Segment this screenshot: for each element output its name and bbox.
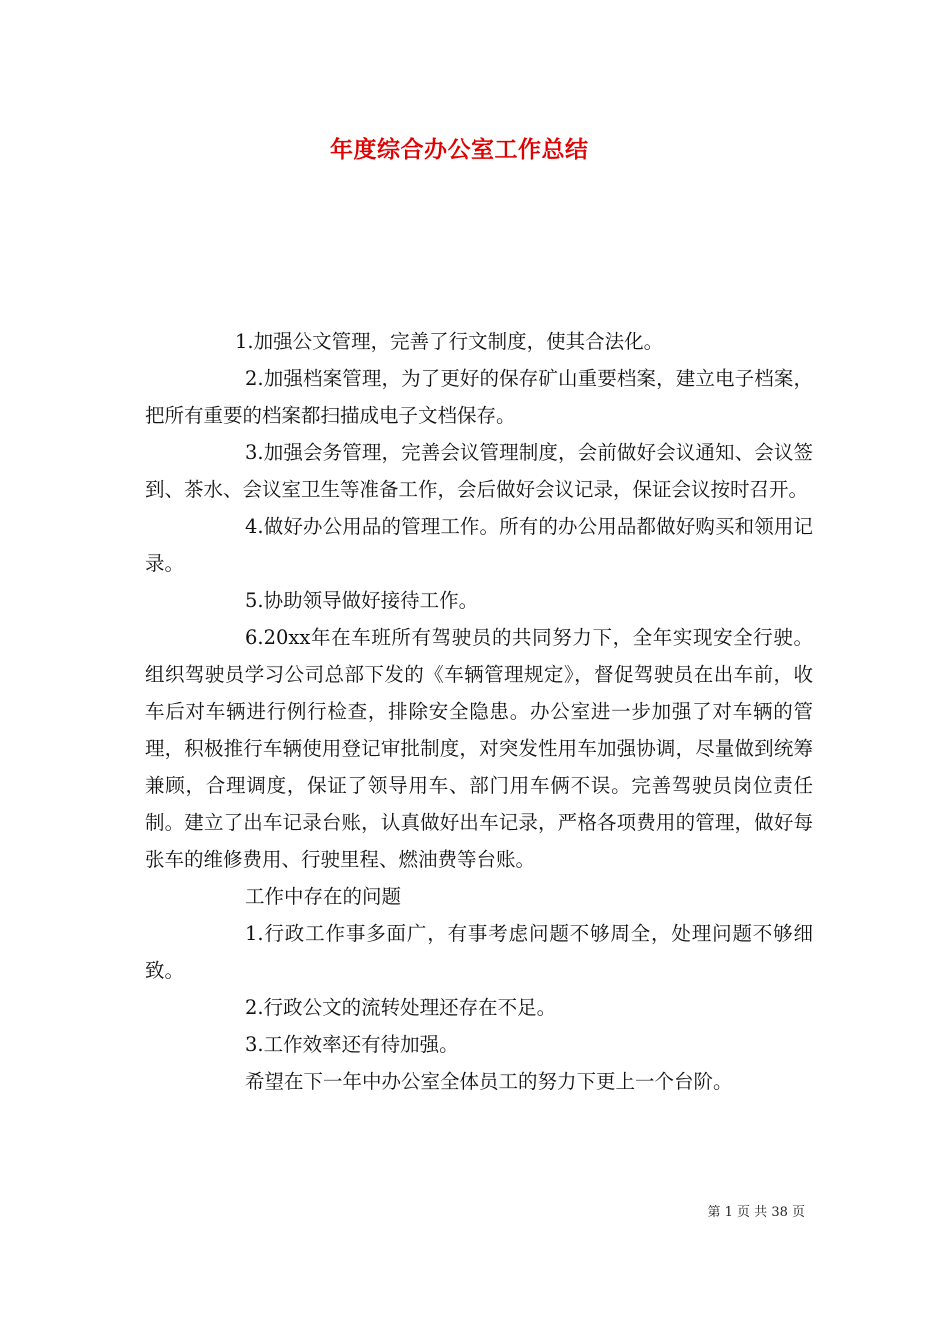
paragraph-5: 5.协助领导做好接待工作。 — [245, 589, 479, 612]
page-number-footer: 第 1 页 共 38 页 — [707, 1205, 805, 1220]
paragraph-1: 1.加强公文管理，完善了行文制度，使其合法化。 — [235, 330, 664, 353]
problem-3: 3.工作效率还有待加强。 — [245, 1033, 459, 1056]
closing-paragraph: 希望在下一年中办公室全体员工的努力下更上一个台阶。 — [245, 1070, 733, 1093]
section-heading-problems: 工作中存在的问题 — [245, 885, 402, 908]
paragraph-4: 4.做好办公用品的管理工作。所有的办公用品都做好购买和领用记录。 — [145, 515, 813, 575]
paragraph-3: 3.加强会务管理，完善会议管理制度，会前做好会议通知、会议签到、茶水、会议室卫生等准备工作，会后做好会议记录，保证会议按时召开。 — [145, 441, 813, 501]
paragraph-2: 2.加强档案管理，为了更好的保存矿山重要档案，建立电子档案，把所有重要的档案都扫描成电子文档保存。 — [145, 367, 813, 427]
problem-2: 2.行政公文的流转处理还存在不足。 — [245, 996, 557, 1019]
document-title: 年度综合办公室工作总结 — [330, 137, 589, 163]
document-body — [145, 323, 813, 1100]
problem-1: 1.行政工作事多面广，有事考虑问题不够周全，处理问题不够细致。 — [145, 922, 813, 982]
paragraph-6: 6.20xx年在车班所有驾驶员的共同努力下，全年实现安全行驶。组织驾驶员学习公司总部下发的《车辆管理规定》，督促驾驶员在出车前，收车后对车辆进行例行检查，排除安全隐患。办公室进一步加强了对车辆的管理，积极推行车辆使用登记审批制度，对突发性用车加强协调，尽量做到统筹兼顾，合理调度，保证了领导用车、部门用车俩不误。完善驾驶员岗位责任制。建立了出车记录台账，认真做好出车记录，严格各项费用的管理，做好每张车的维修费用、行驶里程、燃油费等台账。 — [145, 626, 813, 871]
